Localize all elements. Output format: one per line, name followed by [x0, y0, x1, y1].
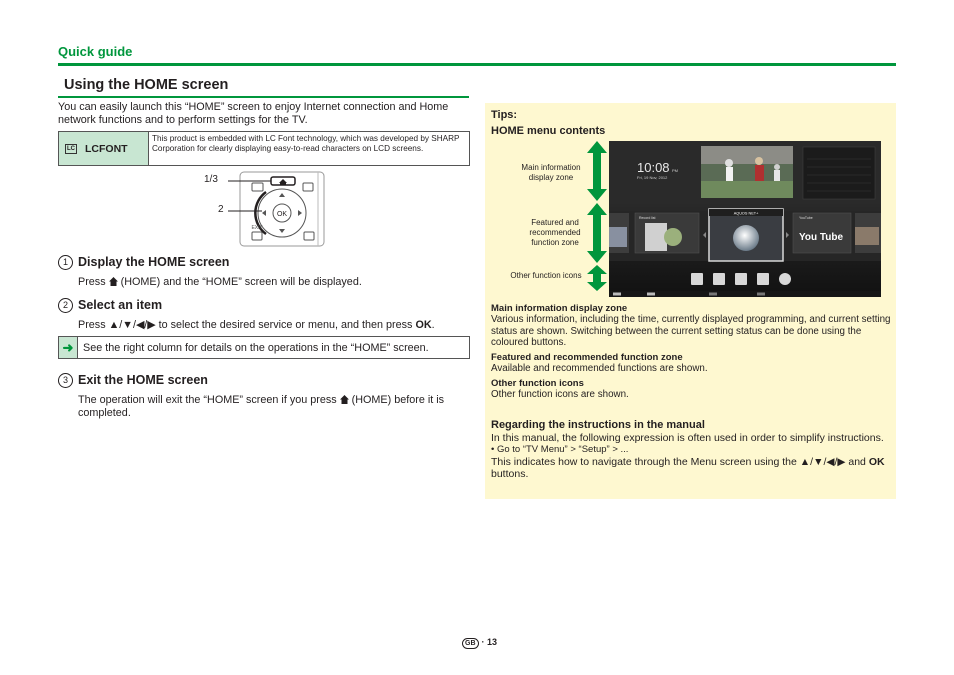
top-rule — [58, 63, 896, 66]
tips-panel — [485, 103, 896, 499]
zone-arrows — [586, 141, 608, 293]
arrow-featured-zone — [587, 203, 607, 263]
svg-text:YouTube: YouTube — [799, 216, 813, 220]
home-icon — [340, 395, 349, 404]
remote-callout-2: 2 — [218, 204, 224, 215]
zone-label-other: Other function icons — [510, 271, 582, 280]
tv-function-icon — [691, 273, 703, 285]
lcfont-icon: LC — [67, 145, 75, 152]
tv-function-icon — [735, 273, 747, 285]
arrow-other-zone — [587, 265, 607, 291]
tv-date: Fri, 19 Nov, 2012 — [637, 175, 668, 180]
home-screen-image — [609, 141, 881, 297]
svg-text:AQUOS NET+: AQUOS NET+ — [733, 211, 759, 216]
manual-instructions — [491, 419, 891, 480]
remote-ok-label: OK — [276, 211, 288, 218]
see-note-text: See the right column for details on the operations in the “HOME” screen. — [83, 341, 429, 354]
step-1-heading — [58, 255, 229, 270]
tips-label: Tips: — [491, 109, 518, 121]
see-note — [58, 336, 470, 359]
desc-other-icons: Other function icons Other function icons are shown. — [491, 378, 629, 400]
step-1-number: 1 — [58, 255, 73, 270]
zone-label-featured: Featured and recommended function zone — [529, 218, 581, 247]
arrow-main-zone — [587, 141, 607, 201]
youtube-logo: You Tube — [799, 232, 844, 243]
step-2-title: Select an item — [78, 298, 163, 312]
manual-line-1: In this manual, the following expression is often used in order to simplify instructions. — [491, 432, 884, 444]
remote-callout-1-3: 1/3 — [204, 174, 218, 185]
tv-function-icon — [713, 273, 725, 285]
lcfont-text: This product is embedded with LC Font technology, which was developed by SHARP Corporation for clearly displaying easy-to-read characters on LCD screens. — [152, 134, 460, 153]
zone-label-main: Main information display zone — [521, 163, 581, 182]
step-3-title: Exit the HOME screen — [78, 373, 208, 387]
step-2-heading — [58, 298, 162, 313]
svg-text:Record list: Record list — [639, 216, 656, 220]
home-icon — [109, 277, 118, 286]
tv-clock: 10:08 — [637, 160, 670, 175]
step-1-body: Press (HOME) and the “HOME” screen will be displayed. — [78, 276, 362, 288]
remote-exit-label: EXIT — [251, 225, 263, 231]
arrow-right-icon: ➜ — [59, 337, 78, 358]
page-number: · 13 — [481, 637, 498, 647]
page-title: Using the HOME screen — [64, 77, 229, 93]
step-3-body: The operation will exit the “HOME” screen if you press (HOME) before it is completed. — [78, 394, 445, 419]
section-label: Quick guide — [58, 44, 133, 59]
manual-title: Regarding the instructions in the manual — [491, 419, 705, 431]
tv-function-icon — [779, 273, 791, 285]
manual-line-2: This indicates how to navigate through the Menu screen using the ▲/▼/◀/▶ and OK buttons. — [491, 456, 885, 480]
step-2-number: 2 — [58, 298, 73, 313]
page-footer — [462, 637, 497, 649]
intro-text: You can easily launch this “HOME” screen to enjoy Internet connection and Home network functions and to perform settings for the TV. — [58, 101, 449, 126]
step-2-body: Press ▲/▼/◀/▶ to select the desired service or menu, and then press OK. — [78, 319, 435, 331]
desc-featured-zone: Featured and recommended function zone Available and recommended functions are shown. — [491, 352, 708, 374]
lcfont-label-cell — [59, 132, 149, 165]
tv-function-icon — [757, 273, 769, 285]
lcfont-note — [58, 131, 470, 166]
gb-badge: GB — [462, 638, 479, 649]
step-3-number: 3 — [58, 373, 73, 388]
lcfont-label: LCFONT — [85, 142, 128, 155]
manual-bullet: • Go to “TV Menu” > “Setup” > ... — [491, 444, 629, 455]
tv-ampm: PM — [672, 168, 678, 173]
step-3-heading — [58, 373, 208, 388]
desc-main-zone: Main information display zone Various information, including the time, currently displayed programming, and current setting status are shown. Switching between the current setting status can be done using the coloured buttons. — [491, 303, 891, 348]
step-1-title: Display the HOME screen — [78, 255, 230, 269]
title-rule — [58, 96, 469, 98]
tips-heading: HOME menu contents — [491, 125, 606, 137]
